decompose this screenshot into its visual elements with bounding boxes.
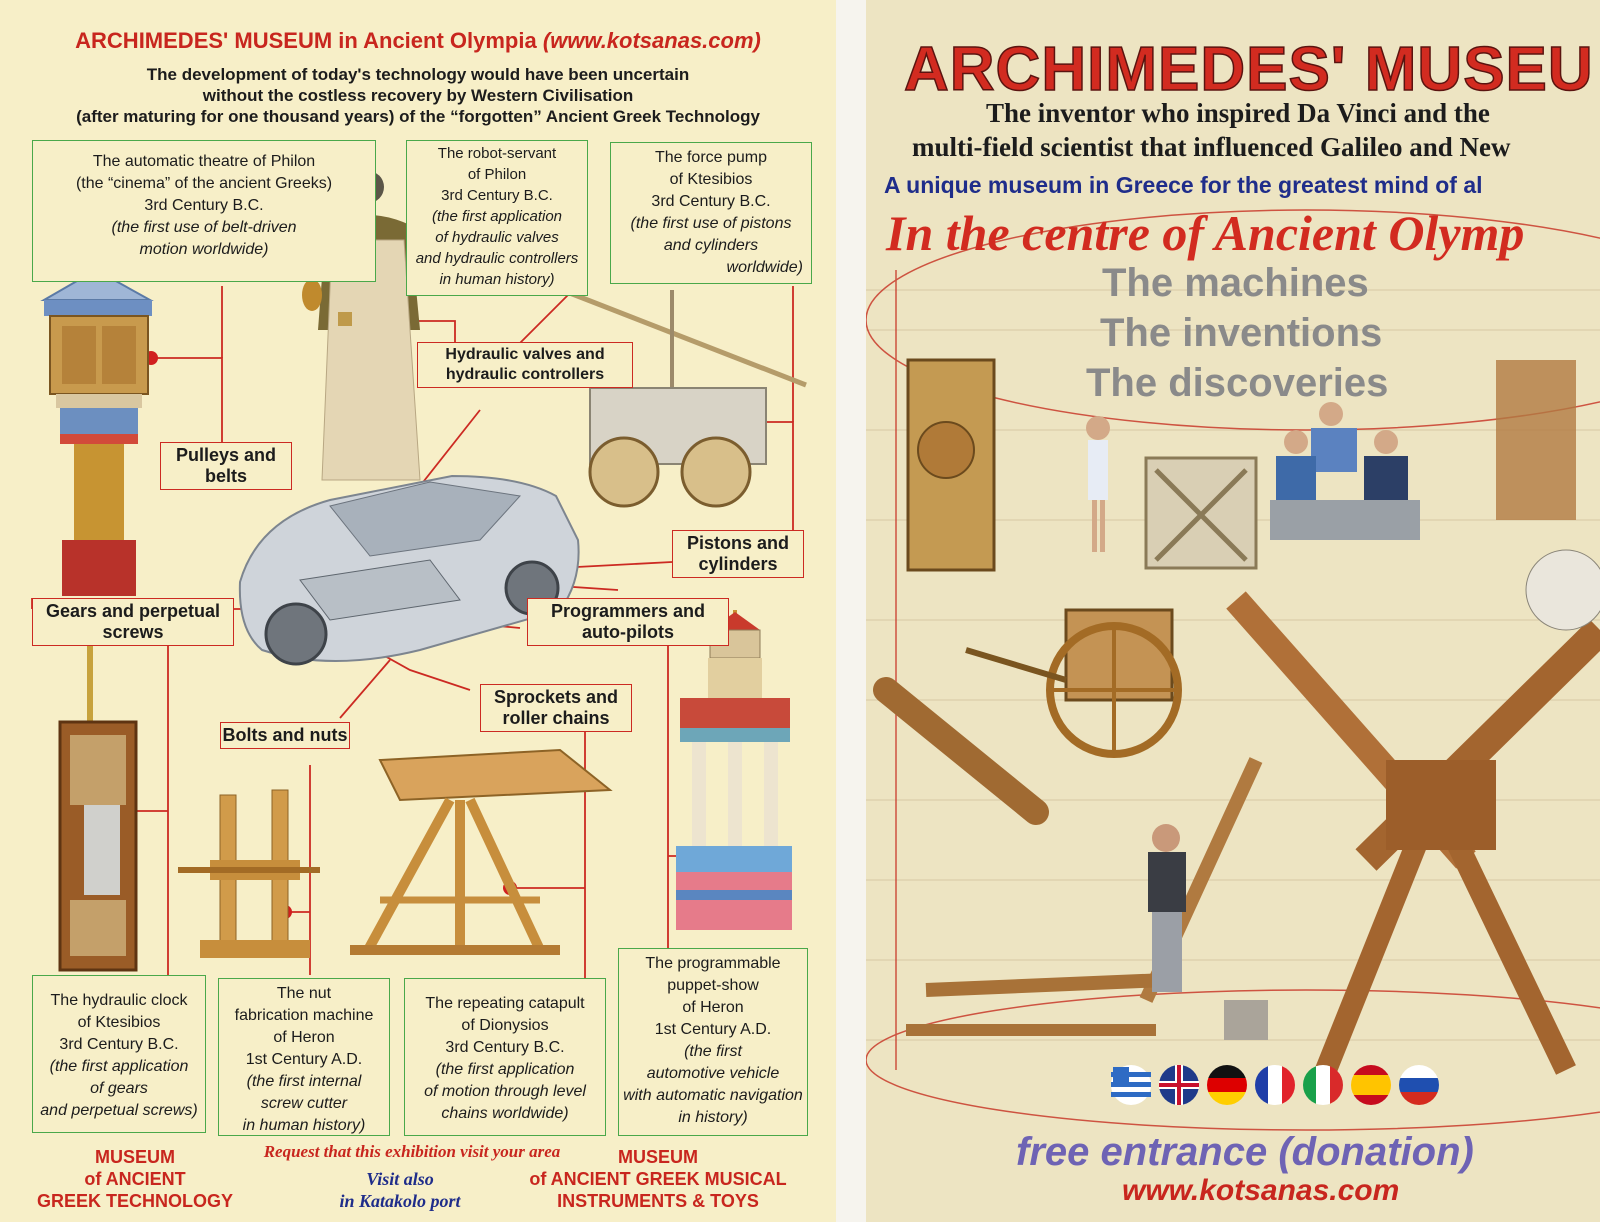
russia-flag-icon[interactable] xyxy=(1398,1064,1440,1106)
bullet-inventions: The inventions xyxy=(1100,311,1383,355)
exhibit-line: 3rd Century B.C. xyxy=(59,1036,179,1053)
exhibit-note: worldwide) xyxy=(726,259,803,276)
exhibit-line: The programmable xyxy=(645,955,781,972)
right-unique: A unique museum in Greece for the greatest mind of al xyxy=(884,172,1483,198)
label-bolts: Bolts and nuts xyxy=(220,722,350,749)
exhibit-line: of Ktesibios xyxy=(77,1014,161,1031)
footer-line: Visit also xyxy=(366,1169,434,1189)
uk-flag-icon[interactable] xyxy=(1158,1064,1200,1106)
footer-line: of ANCIENT GREEK MUSICAL xyxy=(529,1169,787,1189)
spain-flag-icon[interactable] xyxy=(1350,1064,1392,1106)
exhibit-line: 3rd Century B.C. xyxy=(144,197,264,214)
exhibit-line: 3rd Century B.C. xyxy=(651,193,771,210)
force-pump-illustration xyxy=(562,290,806,506)
exhibit-note: in human history) xyxy=(242,1117,366,1134)
france-flag-icon[interactable] xyxy=(1254,1064,1296,1106)
exhibit-line: 1st Century A.D. xyxy=(245,1051,363,1068)
right-centre: In the centre of Ancient Olymp xyxy=(886,205,1525,261)
exhibit-note: of motion through level xyxy=(424,1083,586,1100)
exhibit-note: (the first xyxy=(684,1043,742,1060)
label-gears: Gears and perpetual screws xyxy=(32,598,234,646)
intro-line: The development of today's technology would have been uncertain xyxy=(146,65,690,84)
automatic-theatre-illustration xyxy=(44,270,152,596)
intro-line: (after maturing for one thousand years) of the “forgotten” Ancient Greek Technology xyxy=(76,107,760,126)
tube-illustration xyxy=(886,690,1036,812)
wheeled-cart-illustration xyxy=(966,610,1178,754)
exhibit-note: (the first application xyxy=(431,208,563,225)
label-pistons: Pistons and cylinders xyxy=(672,530,804,578)
exhibit-hydraulic-clock xyxy=(32,975,206,1133)
exhibit-line: fabrication machine xyxy=(234,1007,374,1024)
nut-fabrication-illustration xyxy=(178,790,320,958)
footer-line: of ANCIENT xyxy=(84,1169,186,1189)
exhibit-line: 1st Century A.D. xyxy=(654,1021,772,1038)
exhibit-robot-servant xyxy=(406,140,588,296)
exhibit-note: (the first application xyxy=(435,1061,575,1078)
right-subtitle-2: multi-field scientist that influenced Galileo and New xyxy=(912,132,1511,162)
left-title-text: ARCHIMEDES' MUSEUM in Ancient Olympia xyxy=(75,28,537,53)
exhibit-automatic-theatre xyxy=(32,140,376,282)
right-panel xyxy=(866,0,1600,1222)
left-title-link[interactable]: (www.kotsanas.com) xyxy=(542,28,761,53)
right-bullets xyxy=(1086,258,1389,408)
bullet-machines: The machines xyxy=(1102,261,1369,305)
exhibit-note: automotive vehicle xyxy=(646,1065,780,1082)
exhibit-note: in history) xyxy=(678,1109,748,1126)
exhibit-line: 3rd Century B.C. xyxy=(445,1039,565,1056)
label-programmers: Programmers and auto-pilots xyxy=(527,598,729,646)
wooden-cabinet-illustration xyxy=(908,360,994,570)
exhibit-line: The hydraulic clock xyxy=(50,992,188,1009)
footer-visit xyxy=(300,1168,500,1212)
germany-flag-icon[interactable] xyxy=(1206,1064,1248,1106)
exhibit-line: of Heron xyxy=(273,1029,335,1046)
footer-line: GREEK TECHNOLOGY xyxy=(36,1191,233,1211)
footer-request: Request that this exhibition visit your area xyxy=(263,1142,561,1161)
exhibit-line: (the “cinema” of the ancient Greeks) xyxy=(75,175,333,192)
exhibit-puppet-show xyxy=(618,948,808,1136)
crane-illustration xyxy=(906,760,1268,1040)
language-flags xyxy=(1110,1064,1440,1106)
intro-line: without the costless recovery by Western Civilisation xyxy=(202,86,634,105)
exhibit-line: of Ktesibios xyxy=(669,171,753,188)
exhibit-note: and hydraulic controllers xyxy=(415,250,579,267)
page-gutter xyxy=(836,0,866,1222)
free-entrance: free entrance (donation) xyxy=(1016,1130,1474,1174)
label-hydraulic: Hydraulic valves and hydraulic controllers xyxy=(417,342,633,388)
label-sprockets: Sprockets and roller chains xyxy=(480,684,632,732)
exhibit-repeating-catapult xyxy=(404,978,606,1136)
label-pulleys: Pulleys and belts xyxy=(160,442,292,490)
exhibit-line: The robot-servant xyxy=(437,145,557,162)
exhibit-note: of gears xyxy=(90,1080,148,1097)
exhibit-line: The force pump xyxy=(654,149,768,166)
footer-line: INSTRUMENTS & TOYS xyxy=(557,1191,759,1211)
visitors-illustration xyxy=(1086,402,1420,568)
bullet-discoveries: The discoveries xyxy=(1086,361,1389,405)
hydraulic-clock-illustration xyxy=(60,645,136,970)
footer-museum-instruments xyxy=(508,1146,808,1212)
exhibit-note: chains worldwide) xyxy=(441,1105,569,1122)
exhibit-line: The nut xyxy=(276,985,332,1002)
exhibit-note: screw cutter xyxy=(260,1095,348,1112)
right-subtitle-1: The inventor who inspired Da Vinci and the xyxy=(986,98,1490,128)
exhibit-note: (the first use of belt-driven xyxy=(111,219,297,236)
exhibit-line: of Philon xyxy=(467,166,527,183)
exhibit-line: The repeating catapult xyxy=(425,995,585,1012)
exhibit-note: and perpetual screws) xyxy=(40,1102,198,1119)
exhibit-note: (the first use of pistons xyxy=(630,215,792,232)
footer-line: MUSEUM xyxy=(618,1147,698,1167)
greece-flag-icon[interactable] xyxy=(1110,1064,1152,1106)
exhibit-note: (the first internal xyxy=(246,1073,362,1090)
exhibit-force-pump xyxy=(610,142,812,284)
exhibit-note: motion worldwide) xyxy=(139,241,269,258)
exhibit-note: of hydraulic valves xyxy=(435,229,559,246)
footer-line: in Katakolo port xyxy=(339,1191,461,1211)
exhibit-line: puppet-show xyxy=(667,977,759,994)
italy-flag-icon[interactable] xyxy=(1302,1064,1344,1106)
exhibit-note: and cylinders xyxy=(663,237,759,254)
right-url-link[interactable]: www.kotsanas.com xyxy=(1122,1174,1400,1207)
exhibit-line: The automatic theatre of Philon xyxy=(92,153,316,170)
exhibit-line: of Dionysios xyxy=(461,1017,549,1034)
puppet-show-illustration xyxy=(676,610,792,930)
repeating-catapult-illustration xyxy=(350,750,610,950)
exhibit-note: (the first application xyxy=(49,1058,189,1075)
exhibit-line: 3rd Century B.C. xyxy=(441,187,553,204)
exhibit-nut-fabrication xyxy=(218,978,390,1136)
exhibit-line: of Heron xyxy=(682,999,744,1016)
right-title: ARCHIMEDES' MUSEU xyxy=(904,35,1594,104)
footer-line: MUSEUM xyxy=(95,1147,175,1167)
exhibit-note: in human history) xyxy=(439,271,555,288)
exhibit-note: with automatic navigation xyxy=(623,1087,803,1104)
